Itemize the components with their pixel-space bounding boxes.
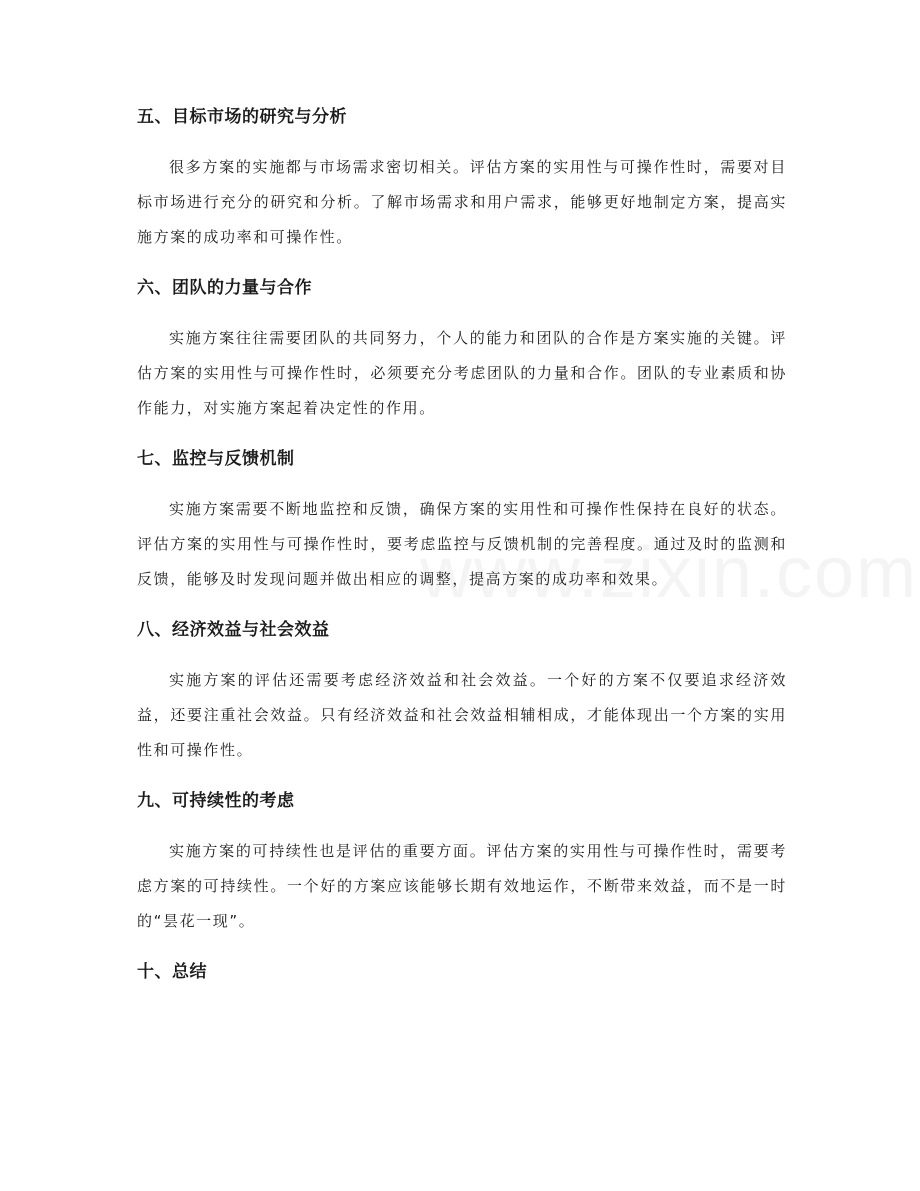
section-heading-9: 九、可持续性的考虑 <box>137 791 295 811</box>
section-heading-8: 八、经济效益与社会效益 <box>137 620 330 640</box>
section-paragraph-9: 实施方案的可持续性也是评估的重要方面。评估方案的实用性与可操作性时，需要考虑方案的可持续性。一个好的方案应该能够长期有效地运作，不断带来效益，而不是一时的“昙花一现”。 <box>137 842 787 930</box>
section-paragraph-8: 实施方案的评估还需要考虑经济效益和社会效益。一个好的方案不仅要追求经济效益，还要注重社会效益。只有经济效益和社会效益相辅相成，才能体现出一个方案的实用性和可操作性。 <box>137 671 787 759</box>
section-paragraph-6: 实施方案往往需要团队的共同努力，个人的能力和团队的合作是方案实施的关键。评估方案的实用性与可操作性时，必须要充分考虑团队的力量和合作。团队的专业素质和协作能力，对实施方案起着决定性的作用。 <box>137 329 787 417</box>
section-heading-5: 五、目标市场的研究与分析 <box>137 107 347 127</box>
section-paragraph-5: 很多方案的实施都与市场需求密切相关。评估方案的实用性与可操作性时，需要对目标市场进行充分的研究和分析。了解市场需求和用户需求，能够更好地制定方案，提高实施方案的成功率和可操作性。 <box>137 158 787 246</box>
section-heading-7: 七、监控与反馈机制 <box>137 449 295 469</box>
section-heading-10: 十、总结 <box>137 962 207 982</box>
section-paragraph-7: 实施方案需要不断地监控和反馈，确保方案的实用性和可操作性保持在良好的状态。评估方案的实用性与可操作性时，要考虑监控与反馈机制的完善程度。通过及时的监测和反馈，能够及时发现问题并做出相应的调整，提高方案的成功率和效果。 <box>137 500 787 588</box>
document-content <box>137 104 787 985</box>
section-heading-6: 六、团队的力量与合作 <box>137 278 312 298</box>
